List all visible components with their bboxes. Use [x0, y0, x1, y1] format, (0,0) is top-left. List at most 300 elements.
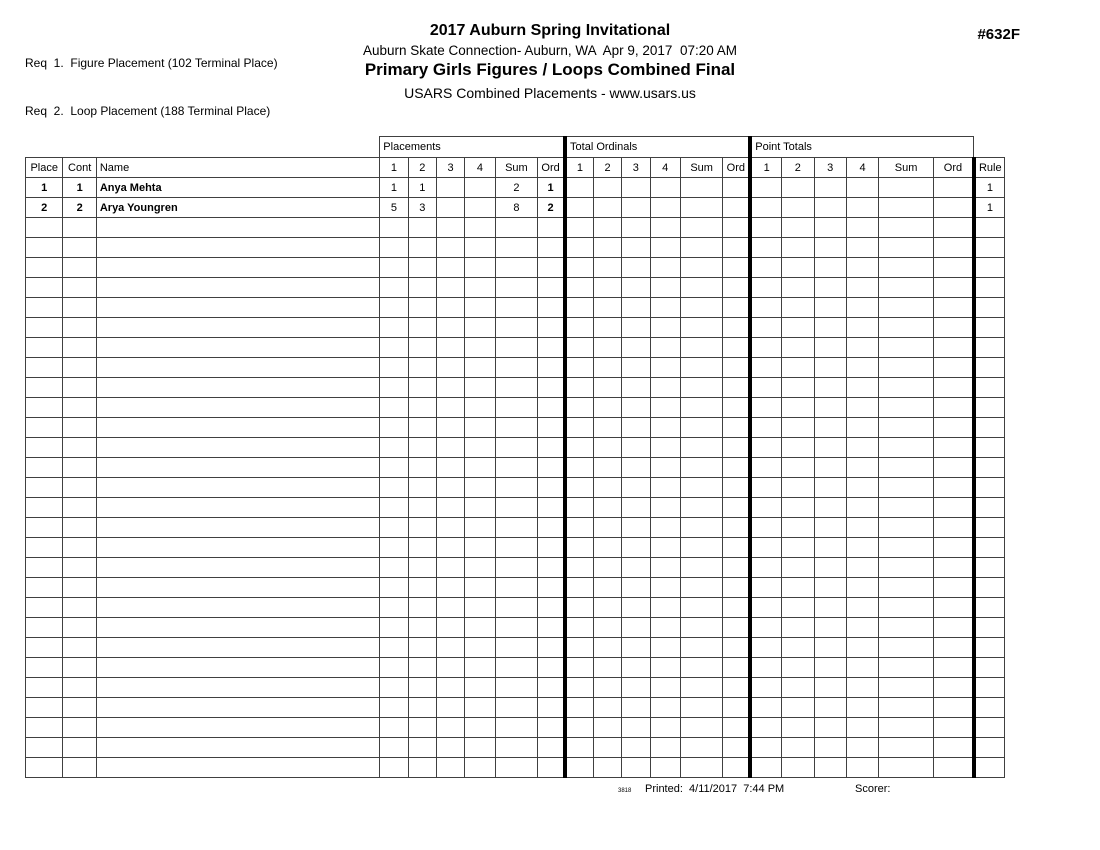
table-cell [495, 218, 538, 238]
table-cell [593, 338, 621, 358]
table-cell: 2 [26, 198, 63, 218]
table-cell [565, 338, 593, 358]
table-cell [933, 758, 974, 778]
table-cell [408, 338, 436, 358]
table-cell [538, 398, 565, 418]
table-cell [96, 418, 379, 438]
table-cell [723, 478, 750, 498]
table-cell [565, 398, 593, 418]
column-header: 3 [436, 158, 464, 178]
table-cell [933, 618, 974, 638]
table-cell [408, 358, 436, 378]
table-cell [565, 358, 593, 378]
table-cell [974, 738, 1005, 758]
table-cell [63, 738, 96, 758]
table-row [26, 278, 1005, 298]
table-cell [565, 378, 593, 398]
table-cell [380, 758, 408, 778]
table-cell [879, 578, 934, 598]
table-cell [495, 738, 538, 758]
table-cell [380, 518, 408, 538]
table-cell [26, 518, 63, 538]
table-cell [933, 338, 974, 358]
table-cell [408, 478, 436, 498]
table-cell [380, 438, 408, 458]
column-header: 1 [565, 158, 593, 178]
table-cell [933, 638, 974, 658]
table-cell [723, 298, 750, 318]
table-cell [495, 398, 538, 418]
table-cell [96, 438, 379, 458]
table-cell [593, 438, 621, 458]
table-cell: 2 [495, 178, 538, 198]
table-cell [495, 258, 538, 278]
table-cell [723, 278, 750, 298]
table-cell [565, 178, 593, 198]
column-header: Ord [723, 158, 750, 178]
table-cell [680, 218, 723, 238]
table-cell [814, 418, 846, 438]
table-cell [593, 498, 621, 518]
table-cell [436, 678, 464, 698]
table-cell [408, 238, 436, 258]
table-cell [933, 218, 974, 238]
table-cell [538, 318, 565, 338]
event-number: #632F [977, 26, 1020, 43]
table-cell [622, 258, 650, 278]
table-cell [750, 578, 781, 598]
table-cell [879, 758, 934, 778]
table-cell [26, 358, 63, 378]
table-cell [63, 598, 96, 618]
table-cell [974, 638, 1005, 658]
table-cell [63, 538, 96, 558]
table-cell [750, 698, 781, 718]
table-cell [380, 638, 408, 658]
table-cell [933, 298, 974, 318]
table-cell [380, 338, 408, 358]
table-cell [622, 278, 650, 298]
table-cell [879, 378, 934, 398]
table-cell [650, 338, 680, 358]
table-row [26, 518, 1005, 538]
table-cell [814, 598, 846, 618]
table-cell [565, 638, 593, 658]
table-cell [814, 298, 846, 318]
table-cell [974, 238, 1005, 258]
table-cell [465, 758, 495, 778]
table-cell [782, 198, 814, 218]
table-cell: 8 [495, 198, 538, 218]
table-cell [408, 638, 436, 658]
table-cell [465, 478, 495, 498]
table-cell [782, 518, 814, 538]
table-cell [933, 198, 974, 218]
table-cell: 2 [63, 198, 96, 218]
table-cell [933, 478, 974, 498]
table-cell [974, 598, 1005, 618]
table-cell [538, 238, 565, 258]
table-cell [814, 178, 846, 198]
table-cell [593, 658, 621, 678]
table-cell: 1 [974, 178, 1005, 198]
table-cell [723, 358, 750, 378]
table-cell [622, 478, 650, 498]
table-cell [879, 238, 934, 258]
table-cell [593, 618, 621, 638]
table-cell [63, 618, 96, 638]
table-cell [436, 618, 464, 638]
table-cell [750, 318, 781, 338]
table-cell [933, 598, 974, 618]
table-cell [593, 578, 621, 598]
table-cell [436, 558, 464, 578]
table-cell [814, 618, 846, 638]
table-cell [974, 258, 1005, 278]
table-cell [465, 578, 495, 598]
table-cell [593, 378, 621, 398]
table-cell [565, 198, 593, 218]
table-cell [495, 378, 538, 398]
table-cell [622, 438, 650, 458]
table-row [26, 378, 1005, 398]
table-cell [593, 478, 621, 498]
table-cell [782, 498, 814, 518]
table-cell [465, 318, 495, 338]
table-cell [26, 498, 63, 518]
table-cell [846, 658, 878, 678]
table-row [26, 758, 1005, 778]
table-cell [26, 338, 63, 358]
table-cell [750, 458, 781, 478]
table-cell [96, 558, 379, 578]
table-cell [96, 598, 379, 618]
table-cell [750, 518, 781, 538]
table-cell [933, 378, 974, 398]
table-cell [750, 538, 781, 558]
table-cell [495, 678, 538, 698]
table-cell [680, 398, 723, 418]
table-cell [622, 678, 650, 698]
table-cell [436, 718, 464, 738]
table-cell [782, 318, 814, 338]
table-cell [782, 758, 814, 778]
table-cell [63, 718, 96, 738]
table-cell [538, 518, 565, 538]
table-cell [879, 718, 934, 738]
table-cell [593, 758, 621, 778]
table-cell [846, 438, 878, 458]
table-cell [750, 338, 781, 358]
table-cell [408, 538, 436, 558]
table-cell [814, 278, 846, 298]
table-cell [680, 558, 723, 578]
table-cell [495, 638, 538, 658]
table-cell [723, 718, 750, 738]
table-cell [814, 218, 846, 238]
table-cell [814, 498, 846, 518]
table-cell [495, 758, 538, 778]
table-cell [846, 738, 878, 758]
table-cell [436, 638, 464, 658]
table-row [26, 298, 1005, 318]
table-cell [96, 618, 379, 638]
table-cell [380, 598, 408, 618]
table-cell [593, 358, 621, 378]
table-cell [723, 378, 750, 398]
column-header: 3 [622, 158, 650, 178]
table-cell [495, 518, 538, 538]
table-cell [495, 538, 538, 558]
table-cell [465, 658, 495, 678]
table-cell [814, 558, 846, 578]
table-cell [723, 178, 750, 198]
table-cell [26, 598, 63, 618]
table-cell [96, 458, 379, 478]
table-cell [680, 358, 723, 378]
results-table-body [26, 178, 1005, 778]
table-cell [565, 518, 593, 538]
table-cell [495, 498, 538, 518]
table-cell [846, 558, 878, 578]
table-cell [538, 378, 565, 398]
column-header: Rule [974, 158, 1005, 178]
table-cell [565, 278, 593, 298]
table-cell [96, 378, 379, 398]
table-cell [814, 338, 846, 358]
table-cell [680, 258, 723, 278]
table-cell [782, 658, 814, 678]
table-cell [436, 738, 464, 758]
table-cell [814, 438, 846, 458]
table-cell [380, 718, 408, 738]
table-cell [846, 578, 878, 598]
table-cell [408, 738, 436, 758]
table-cell [465, 498, 495, 518]
table-cell [495, 458, 538, 478]
table-cell [63, 438, 96, 458]
table-cell [846, 418, 878, 438]
table-cell [495, 658, 538, 678]
table-cell [593, 258, 621, 278]
table-cell [814, 578, 846, 598]
group-spacer-left [26, 137, 380, 158]
table-cell [879, 638, 934, 658]
table-cell [723, 538, 750, 558]
table-cell [26, 718, 63, 738]
table-cell [846, 278, 878, 298]
table-cell [846, 198, 878, 218]
table-row [26, 258, 1005, 278]
table-row [26, 398, 1005, 418]
table-cell [782, 738, 814, 758]
table-cell [782, 718, 814, 738]
table-cell [593, 538, 621, 558]
table-cell [846, 678, 878, 698]
table-cell: 2 [538, 198, 565, 218]
table-cell [879, 538, 934, 558]
table-cell [465, 398, 495, 418]
table-cell [436, 418, 464, 438]
table-cell [650, 498, 680, 518]
table-cell [538, 458, 565, 478]
software-version-text: 3818 [618, 788, 632, 794]
table-cell [593, 218, 621, 238]
table-cell [565, 258, 593, 278]
table-cell [650, 218, 680, 238]
table-cell [96, 258, 379, 278]
table-cell [408, 758, 436, 778]
table-cell [436, 398, 464, 418]
table-cell [650, 178, 680, 198]
table-cell [723, 338, 750, 358]
table-cell [750, 638, 781, 658]
table-cell: 1 [974, 198, 1005, 218]
table-cell [538, 538, 565, 558]
table-cell [782, 678, 814, 698]
table-cell [96, 738, 379, 758]
table-cell [622, 218, 650, 238]
group-spacer-right [974, 137, 1005, 158]
table-cell [565, 418, 593, 438]
table-cell [63, 418, 96, 438]
table-cell [96, 318, 379, 338]
group-header-row [26, 137, 1005, 158]
table-cell [650, 638, 680, 658]
table-cell [879, 198, 934, 218]
table-cell [680, 298, 723, 318]
table-cell [974, 698, 1005, 718]
table-cell [26, 278, 63, 298]
table-cell [63, 658, 96, 678]
table-cell [593, 238, 621, 258]
table-cell [782, 638, 814, 658]
table-cell [408, 378, 436, 398]
table-cell [974, 718, 1005, 738]
table-cell [26, 478, 63, 498]
table-cell [380, 558, 408, 578]
table-cell [63, 378, 96, 398]
column-header: Name [96, 158, 379, 178]
table-cell [750, 218, 781, 238]
printed-timestamp: Printed: 4/11/2017 7:44 PM [645, 783, 785, 795]
table-cell [495, 298, 538, 318]
table-cell [26, 458, 63, 478]
column-header: Sum [879, 158, 934, 178]
table-cell [408, 218, 436, 238]
table-cell [63, 638, 96, 658]
table-cell [723, 518, 750, 538]
table-cell [538, 698, 565, 718]
table-cell [380, 298, 408, 318]
table-cell [750, 618, 781, 638]
table-cell [750, 418, 781, 438]
table-row [26, 558, 1005, 578]
table-cell [63, 698, 96, 718]
table-cell [723, 498, 750, 518]
table-cell [933, 438, 974, 458]
table-cell [408, 578, 436, 598]
table-cell [723, 738, 750, 758]
table-cell [565, 658, 593, 678]
table-cell [846, 218, 878, 238]
table-cell [465, 298, 495, 318]
table-cell [96, 578, 379, 598]
table-cell [782, 338, 814, 358]
table-cell [593, 518, 621, 538]
table-cell: 1 [63, 178, 96, 198]
table-cell [680, 178, 723, 198]
table-cell [380, 218, 408, 238]
table-cell [622, 238, 650, 258]
table-cell [879, 658, 934, 678]
table-cell [26, 758, 63, 778]
table-cell [650, 618, 680, 638]
table-cell [538, 278, 565, 298]
table-cell [974, 378, 1005, 398]
table-cell [622, 378, 650, 398]
table-cell [814, 478, 846, 498]
table-cell [680, 678, 723, 698]
table-row [26, 418, 1005, 438]
table-cell [622, 618, 650, 638]
table-row [26, 658, 1005, 678]
table-cell [380, 498, 408, 518]
table-cell [723, 658, 750, 678]
table-cell [495, 598, 538, 618]
table-cell [974, 478, 1005, 498]
table-cell [650, 238, 680, 258]
table-cell [782, 538, 814, 558]
table-cell [436, 358, 464, 378]
table-cell [593, 678, 621, 698]
table-cell [63, 278, 96, 298]
table-row [26, 718, 1005, 738]
table-cell [96, 698, 379, 718]
column-header: 4 [846, 158, 878, 178]
table-cell [650, 198, 680, 218]
table-cell [622, 318, 650, 338]
table-cell [380, 618, 408, 638]
table-cell [593, 298, 621, 318]
table-cell [380, 698, 408, 718]
table-cell [593, 278, 621, 298]
column-header: Ord [933, 158, 974, 178]
table-cell [380, 278, 408, 298]
table-cell [846, 498, 878, 518]
table-cell [933, 258, 974, 278]
table-cell [408, 558, 436, 578]
table-cell [565, 498, 593, 518]
table-cell [782, 458, 814, 478]
table-cell [879, 298, 934, 318]
table-cell [593, 638, 621, 658]
table-cell: 1 [380, 178, 408, 198]
table-cell [565, 718, 593, 738]
table-cell [879, 478, 934, 498]
table-cell [723, 318, 750, 338]
table-cell [495, 318, 538, 338]
table-cell [650, 318, 680, 338]
table-cell [565, 678, 593, 698]
table-cell [814, 758, 846, 778]
table-cell [96, 718, 379, 738]
table-cell [650, 578, 680, 598]
table-cell [750, 598, 781, 618]
table-cell [565, 738, 593, 758]
column-header: 2 [408, 158, 436, 178]
table-cell [650, 518, 680, 538]
